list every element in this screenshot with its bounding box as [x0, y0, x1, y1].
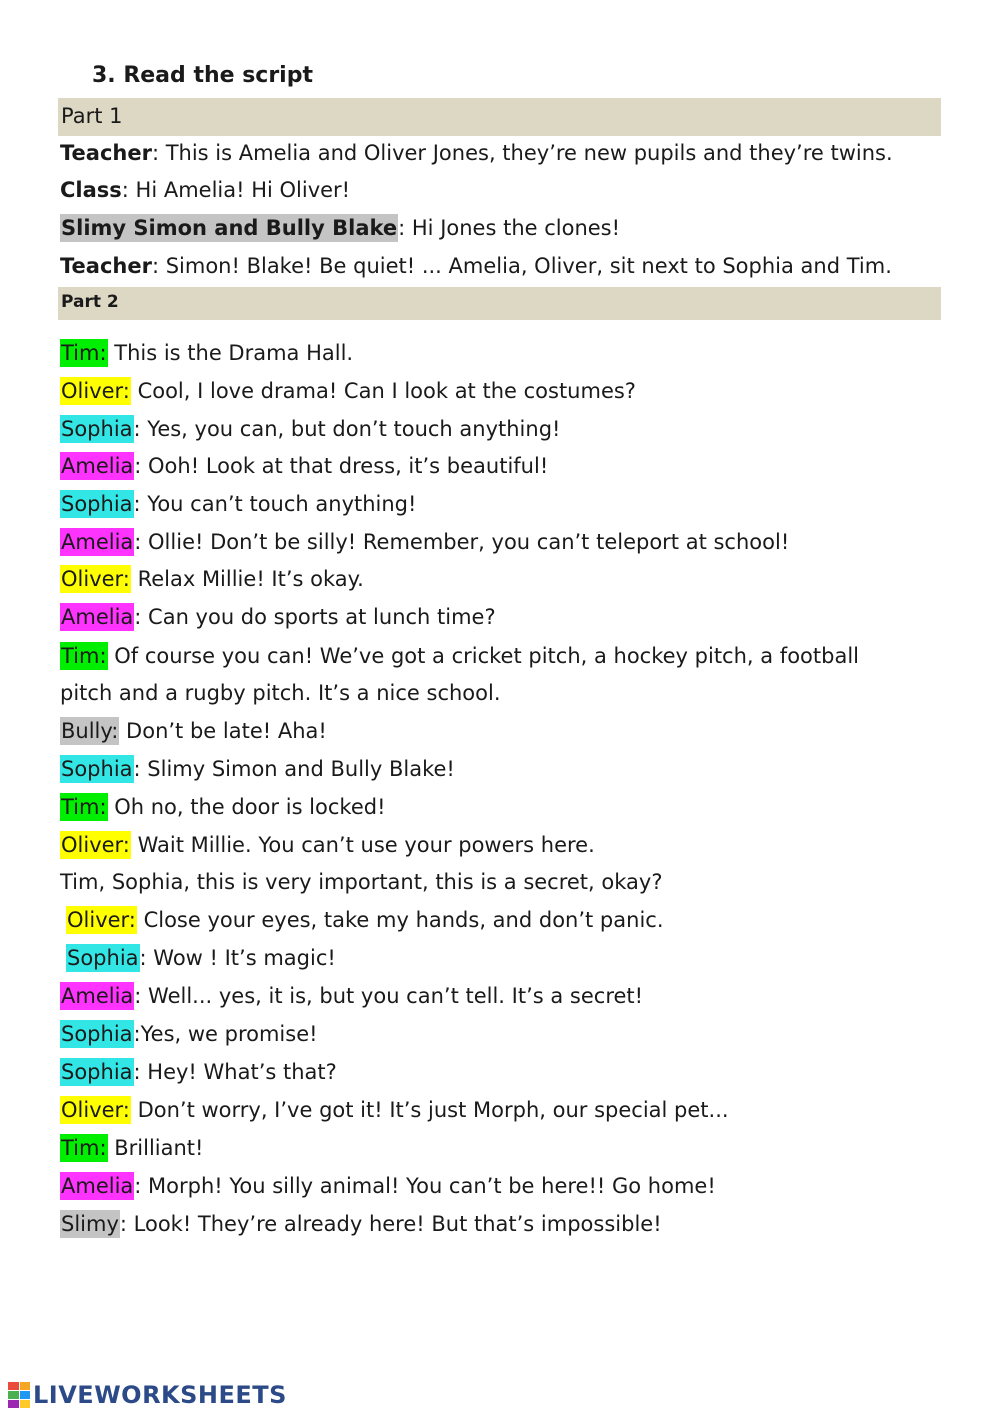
script-line [60, 980, 960, 1012]
script-line [60, 1208, 960, 1240]
speaker-amelia: Amelia [61, 984, 134, 1008]
line-text: Wait Millie. You can’t use your powers here. [130, 833, 595, 857]
script-line [60, 1170, 960, 1202]
line-text: Don’t be late! Aha! [119, 719, 327, 743]
line-text: : Ollie! Don’t be silly! Remember, you can’t teleport at school! [134, 530, 790, 554]
speaker-tim: Tim: [61, 341, 107, 365]
speaker-oliver: Oliver: [61, 833, 130, 857]
logo-text: LIVEWORKSHEETS [33, 1381, 287, 1409]
line-text: : Yes, you can, but don’t touch anything! [133, 417, 561, 441]
script-line [60, 601, 960, 633]
line-text: : Simon! Blake! Be quiet! ... Amelia, Oliver, sit next to Sophia and Tim. [151, 254, 892, 278]
line-text: : Slimy Simon and Bully Blake! [133, 757, 455, 781]
script-line [60, 715, 960, 747]
speaker-oliver: Oliver: [61, 567, 130, 591]
speaker-slimy-bully: Slimy Simon and Bully Blake [61, 216, 398, 240]
speaker-amelia: Amelia [61, 530, 134, 554]
script-line [60, 450, 960, 482]
script-line [60, 1018, 960, 1050]
script-line [60, 677, 960, 709]
line-text: This is the Drama Hall. [107, 341, 354, 365]
script-line [60, 829, 960, 861]
script-line [60, 250, 960, 282]
line-text: : Look! They’re already here! But that’s impossible! [119, 1212, 662, 1236]
speaker-amelia: Amelia [61, 1174, 134, 1198]
footer-logo[interactable] [8, 1378, 287, 1412]
speaker-sophia: Sophia [61, 757, 133, 781]
speaker-oliver: Oliver: [61, 379, 130, 403]
line-text: : Hey! What’s that? [133, 1060, 337, 1084]
line-text: : You can’t touch anything! [133, 492, 417, 516]
speaker-oliver: Oliver: [61, 1098, 130, 1122]
line-text: : Can you do sports at lunch time? [134, 605, 496, 629]
line-text: : Ooh! Look at that dress, it’s beautiful! [134, 454, 549, 478]
script-line [60, 337, 960, 369]
speaker-sophia: Sophia [61, 1060, 133, 1084]
line-text: : Morph! You silly animal! You can’t be here!! Go home! [134, 1174, 716, 1198]
script-line [60, 526, 960, 558]
line-text: Oh no, the door is locked! [107, 795, 386, 819]
speaker-amelia: Amelia [61, 605, 134, 629]
script-line [60, 212, 960, 244]
script-line [60, 1132, 960, 1164]
script-line [60, 375, 960, 407]
script-line [60, 640, 960, 672]
speaker-teacher: Teacher [60, 254, 152, 278]
script-line [66, 904, 966, 936]
line-text: Of course you can! We’ve got a cricket pitch, a hockey pitch, a football [107, 644, 859, 668]
part-2-header: Part 2 [58, 287, 941, 320]
line-text: pitch and a rugby pitch. It’s a nice school. [60, 681, 501, 705]
speaker-tim: Tim: [61, 1136, 107, 1160]
part-1-header: Part 1 [58, 98, 941, 136]
script-line [60, 791, 960, 823]
line-text: : Hi Jones the clones! [398, 216, 621, 240]
line-text: Close your eyes, take my hands, and don’t panic. [136, 908, 664, 932]
line-text: :Yes, we promise! [133, 1022, 318, 1046]
speaker-tim: Tim: [61, 795, 107, 819]
speaker-sophia: Sophia [61, 417, 133, 441]
line-text: Brilliant! [107, 1136, 204, 1160]
line-text: : This is Amelia and Oliver Jones, they’re new pupils and they’re twins. [151, 141, 893, 165]
speaker-amelia: Amelia [61, 454, 134, 478]
liveworksheets-logo-icon [8, 1382, 30, 1408]
speaker-sophia: Sophia [61, 492, 133, 516]
script-line [60, 753, 960, 785]
line-text: Don’t worry, I’ve got it! It’s just Morph, our special pet... [130, 1098, 729, 1122]
line-text: : Hi Amelia! Hi Oliver! [121, 178, 351, 202]
line-text: Relax Millie! It’s okay. [130, 567, 364, 591]
speaker-sophia: Sophia [67, 946, 139, 970]
line-text: : Wow ! It’s magic! [139, 946, 336, 970]
script-line [60, 137, 960, 169]
script-line [60, 1094, 960, 1126]
speaker-sophia: Sophia [61, 1022, 133, 1046]
script-line [60, 563, 960, 595]
script-line [60, 1056, 960, 1088]
speaker-oliver: Oliver: [67, 908, 136, 932]
script-line [60, 413, 960, 445]
script-line [66, 942, 966, 974]
script-line [60, 866, 960, 898]
page-title: 3. Read the script [92, 63, 313, 88]
speaker-teacher: Teacher [60, 141, 152, 165]
line-text: Tim, Sophia, this is very important, this is a secret, okay? [60, 870, 663, 894]
speaker-tim: Tim: [61, 644, 107, 668]
line-text: : Well... yes, it is, but you can’t tell. It’s a secret! [134, 984, 644, 1008]
line-text: Cool, I love drama! Can I look at the costumes? [130, 379, 636, 403]
speaker-slimy: Slimy [61, 1212, 119, 1236]
speaker-bully: Bully: [61, 719, 119, 743]
script-line [60, 488, 960, 520]
script-line [60, 174, 960, 206]
speaker-class: Class [60, 178, 122, 202]
